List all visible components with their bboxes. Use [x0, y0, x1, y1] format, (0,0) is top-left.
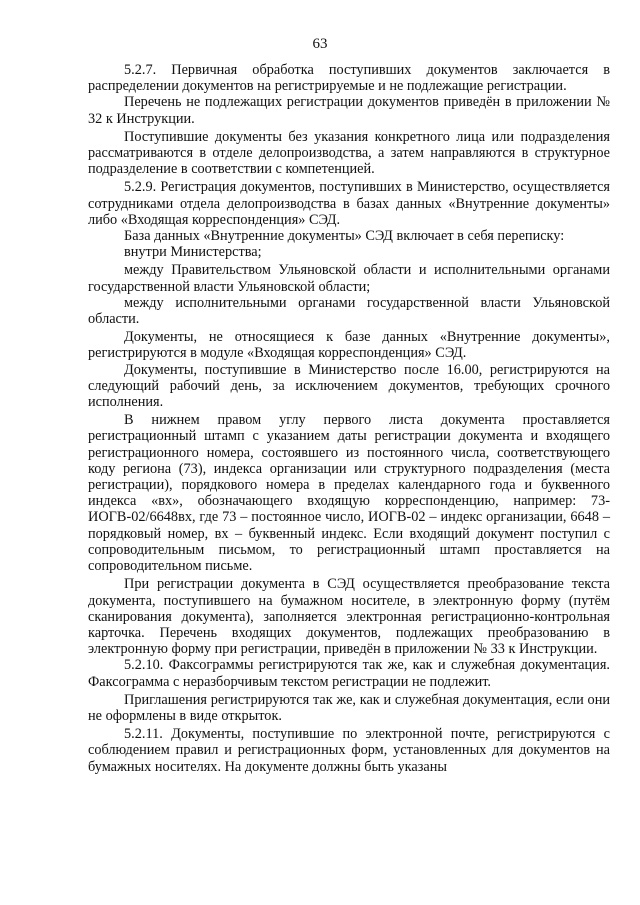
paragraph: Перечень не подлежащих регистрации документов приведён в приложении № 32 к Инструкции.: [88, 94, 610, 127]
paragraph: Поступившие документы без указания конкретного лица или подразделения рассматриваются в отделе делопроизводства, а затем направляются в структурное подразделение в соответствии с компетенцией.: [88, 128, 610, 178]
list-item: между Правительством Ульяновской области и исполнительными органами государственной власти Ульяновской области;: [88, 262, 610, 295]
list-item: между исполнительными органами государственной власти Ульяновской области.: [88, 294, 610, 328]
paragraph-5-2-7: 5.2.7. Первичная обработка поступивших документов заключается в распределении документов на регистрируемые и не подлежащие регистрации.: [88, 62, 610, 95]
paragraph: Документы, не относящиеся к базе данных «Внутренние документы», регистрируются в модуле «Входящая корреспонденция» СЭД.: [88, 329, 610, 362]
paragraph-sed-registration: При регистрации документа в СЭД осуществляется преобразование текста документа, поступившего на бумажном носителе, в электронную форму (путём сканирования документа), заполняется электронная регистрационно-контрольная карточка. Перечень входящих документов, подлежащих преобразованию в электронную форму при регистрации, приведён в приложении № 33 к Инструкции.: [88, 576, 610, 658]
paragraph-5-2-10: 5.2.10. Факсограммы регистрируются так же, как и служебная документация. Факсограмма с неразборчивым текстом регистрации не подлежит.: [88, 657, 610, 690]
paragraph-5-2-11: 5.2.11. Документы, поступившие по электронной почте, регистрируются с соблюдением правил и регистрационных форм, установленных для документов на бумажных носителях. На документе должны быть указаны: [88, 726, 610, 775]
paragraph-registration-stamp: В нижнем правом углу первого листа документа проставляется регистрационный штамп с указанием даты регистрации документа и входящего регистрационного номера, состоявшего из постоянного числа, соответствующего коду региона (73), индекса организации или структурного подразделения (места регистрации), порядкового номера в пределах календарного года и буквенного индекса «вх», обозначающего входящую корреспонденцию, например: 73-ИОГВ-02/6648вх, где 73 – постоянное число, ИОГВ-02 – индекс организации, 6648 – порядковый номер, вх – буквенный индекс. Если входящий документ поступил с сопроводительным письмом, то регистрационный штамп проставляется на сопроводительном письме.: [88, 412, 610, 575]
paragraph: База данных «Внутренние документы» СЭД включает в себя переписку:: [124, 228, 565, 245]
list-item: внутри Министерства;: [124, 244, 262, 261]
document-body: [88, 62, 610, 775]
paragraph: Документы, поступившие в Министерство после 16.00, регистрируются на следующий рабочий день, за исключением документов, требующих срочного исполнения.: [88, 361, 610, 411]
paragraph: Приглашения регистрируются так же, как и служебная документация, если они не оформлены в виде открыток.: [88, 691, 610, 724]
page-number: 63: [312, 36, 328, 52]
paragraph-5-2-9: 5.2.9. Регистрация документов, поступивших в Министерство, осуществляется сотрудниками отдела делопроизводства в базах данных «Внутренние документы» либо «Входящая корреспонденция» СЭД.: [88, 179, 610, 228]
